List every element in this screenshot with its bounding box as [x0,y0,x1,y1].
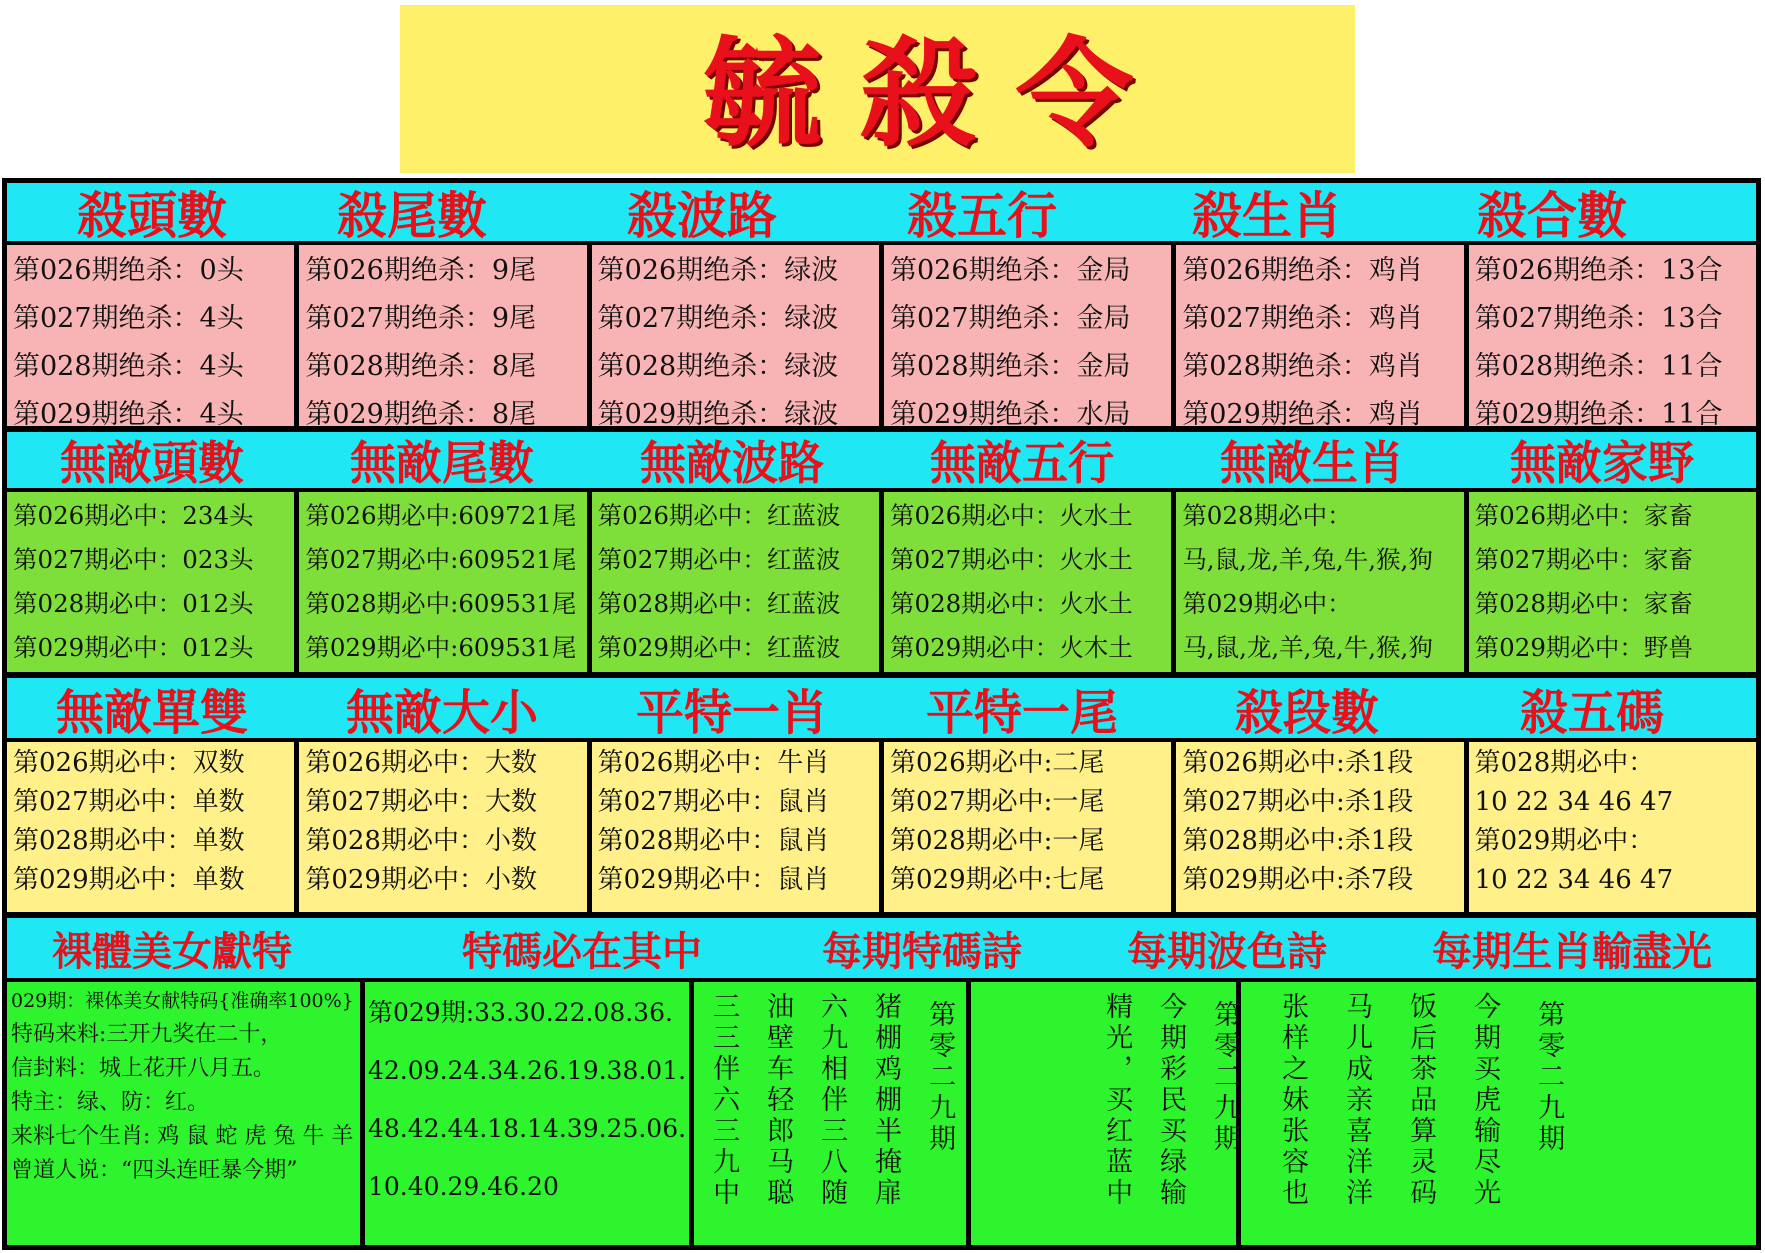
list-item: 第026期必中：红蓝波 [597,501,841,530]
zodiac-lose-cell [1241,982,1756,1245]
list-item: 10 22 34 46 47 [1474,787,1674,817]
header-kill-head: 殺頭數 [77,187,227,245]
header-sure-tail: 無敵尾數 [350,436,534,490]
list-item: 第027期必中:609521尾 [305,545,577,574]
list-item: 第026期绝杀：金局 [889,255,1131,286]
list-item: 第026期绝杀：绿波 [597,255,839,286]
header-odd-even: 無敵單雙 [55,684,248,741]
list-item: 第027期必中：单数 [13,787,245,817]
header-kill-zodiac: 殺生肖 [1192,187,1342,245]
list-item: 第027期必中：023头 [13,545,254,574]
header-kill-wave: 殺波路 [627,187,777,245]
section4-header [7,918,1756,978]
list-item: 第028期必中:一尾 [889,826,1105,856]
header-kill-sum: 殺合數 [1477,187,1627,245]
code-poem [708,992,954,1209]
header-beauty: 裸體美女獻特 [52,928,292,975]
list-item: 第029期必中： [1474,826,1655,856]
list-item: 第029期:33.30.22.08.36. [368,998,673,1027]
list-item: 42.09.24.34.26.19.38.01. [368,1056,687,1085]
list-item: 第029期绝杀：11合 [1474,399,1723,430]
list-item: 第027期必中：火水土 [889,545,1133,574]
sure-tail-cell [299,492,586,672]
list-item: 第029期必中:杀7段 [1182,865,1414,895]
list-item: 第026期必中：234头 [13,501,254,530]
list-item: 第029期必中：野兽 [1474,633,1693,662]
header-sure-domestic-wild: 無敵家野 [1510,436,1694,490]
list-item: 第028期绝杀：金局 [889,351,1131,382]
list-item: 第029期必中： [1182,589,1352,618]
list-item: 第028期必中：小数 [305,826,537,856]
list-item: 第026期绝杀：9尾 [305,255,537,286]
lottery-board [2,178,1761,1250]
list-item: 第029期绝杀：4头 [13,399,244,430]
list-item: 第028期必中： [1182,501,1352,530]
list-item: 第029期绝杀：水局 [889,399,1131,430]
header-code-inside: 特碼必在其中 [462,928,702,975]
list-item: 第029期必中：火木土 [889,633,1133,662]
header-sure-wave: 無敵波路 [640,436,824,490]
list-item: 48.42.44.18.14.39.25.06. [368,1114,687,1143]
section4-row [7,982,1756,1245]
section2-header [7,432,1756,488]
poem-line: 马儿成亲喜洋洋 [1341,992,1373,1209]
section1-row [7,245,1756,430]
list-item: 第029期必中：鼠肖 [597,865,830,895]
list-item: 曾道人说：“四头连旺暴今期” [11,1158,298,1183]
list-item: 第029期必中:609531尾 [305,633,577,662]
list-item: 第026期必中：牛肖 [597,748,830,778]
header-sure-element: 無敵五行 [930,436,1114,490]
poem-line: 今期彩民买绿输 [1155,992,1187,1209]
section3-header [7,678,1756,741]
poem-line: 三三伴六三九中 [708,992,740,1209]
list-item: 第028期必中：012头 [13,589,254,618]
list-item: 第026期绝杀：13合 [1474,255,1723,286]
poem-issue: 第零二九期 [1209,1000,1241,1155]
list-item: 第027期必中:一尾 [889,787,1105,817]
list-item: 第027期绝杀：绿波 [597,303,839,334]
list-item: 第029期必中：单数 [13,865,245,895]
page-title: 毓殺令 [703,25,1172,163]
list-item: 第026期必中：双数 [13,748,245,778]
header-sure-head: 無敵頭數 [60,436,244,490]
list-item: 10 22 34 46 47 [1474,865,1674,895]
list-item: 第027期绝杀：4头 [13,303,244,334]
kill-zodiac-cell [1176,245,1463,430]
list-item: 第026期必中:609721尾 [305,501,577,530]
kill-five-codes-cell [1469,742,1756,912]
list-item: 第029期必中:七尾 [889,865,1105,895]
poem-issue: 第零二九期 [1533,1000,1565,1155]
sure-head-cell [7,492,294,672]
list-item: 第028期必中：家畜 [1474,589,1693,618]
list-item: 马,鼠,龙,羊,兔,牛,猴,狗 [1182,633,1433,662]
list-item: 第027期必中：家畜 [1474,545,1693,574]
sure-element-cell [884,492,1171,672]
list-item: 029期：裸体美女献特码{准确率100%} [11,990,354,1012]
header-kill-tail: 殺尾數 [337,187,487,245]
header-big-small: 無敵大小 [345,684,538,741]
list-item: 马,鼠,龙,羊,兔,牛,猴,狗 [1182,545,1433,574]
kill-segment-cell [1176,742,1463,912]
list-item: 第028期必中：红蓝波 [597,589,841,618]
kill-sum-cell [1469,245,1756,430]
section2-row [7,492,1756,672]
section1-header [7,183,1756,245]
kill-wave-cell [592,245,879,430]
zodiac-poem [1277,992,1563,1209]
list-item: 第027期绝杀：金局 [889,303,1131,334]
list-item: 第028期必中:609531尾 [305,589,577,618]
list-item: 来料七个生肖: 鸡 鼠 蛇 虎 兔 牛 羊 [11,1124,354,1149]
list-item: 第028期必中:杀1段 [1182,826,1414,856]
code-inside-cell [365,982,689,1245]
list-item: 特码来料:三开九奖在二十， [11,1022,283,1047]
list-item: 第029期绝杀：绿波 [597,399,839,430]
poem-line: 六九相伴三八随 [816,992,848,1209]
list-item: 第029期必中：小数 [305,865,537,895]
list-item: 10.40.29.46.20 [368,1172,559,1201]
list-item: 第027期必中：大数 [305,787,537,817]
kill-tail-cell [299,245,586,430]
header-kill-five-codes: 殺五碼 [1519,684,1664,741]
header-wave-poem: 每期波色詩 [1127,928,1327,975]
header-kill-segment: 殺段數 [1234,684,1379,741]
flat-tail-cell [884,742,1171,912]
poem-line: 精光，买红蓝中 [1101,992,1133,1209]
header-kill-element: 殺五行 [907,187,1057,245]
list-item: 第029期绝杀：8尾 [305,399,537,430]
sure-zodiac-cell [1176,492,1463,672]
list-item: 第028期绝杀：11合 [1474,351,1723,382]
header-code-poem: 每期特碼詩 [822,928,1022,975]
beauty-cell [7,982,360,1245]
sure-domestic-wild-cell [1469,492,1756,672]
section3-row [7,742,1756,912]
list-item: 特主：绿、防：红。 [11,1090,210,1115]
list-item: 第026期绝杀：鸡肖 [1182,255,1423,286]
poem-line: 饭后茶品算灵码 [1405,992,1437,1209]
list-item: 第029期必中：012头 [13,633,254,662]
list-item: 第027期绝杀：鸡肖 [1182,303,1423,334]
poem-line: 猪棚鸡棚半掩扉 [870,992,902,1209]
list-item: 第028期绝杀：4头 [13,351,244,382]
flat-zodiac-cell [592,742,879,912]
header-zodiac-lose: 每期生肖輸盡光 [1432,928,1712,975]
poem-line: 油壁车轻郎马聪 [762,992,794,1209]
header-flat-tail: 平特一尾 [925,684,1118,741]
list-item: 第028期必中：单数 [13,826,245,856]
list-item: 第027期必中:杀1段 [1182,787,1414,817]
header-sure-zodiac: 無敵生肖 [1220,436,1404,490]
list-item: 第027期必中：鼠肖 [597,787,830,817]
poem-issue: 第零二九期 [924,1000,956,1155]
list-item: 第027期必中：红蓝波 [597,545,841,574]
list-item: 第028期必中：火水土 [889,589,1133,618]
list-item: 第029期绝杀：鸡肖 [1182,399,1423,430]
list-item: 第027期绝杀：13合 [1474,303,1723,334]
list-item: 第026期绝杀：0头 [13,255,244,286]
list-item: 第028期绝杀：8尾 [305,351,537,382]
wave-poem-cell [971,982,1241,1245]
sure-wave-cell [592,492,879,672]
list-item: 第028期必中：鼠肖 [597,826,830,856]
list-item: 第026期必中：火水土 [889,501,1133,530]
list-item: 第028期绝杀：鸡肖 [1182,351,1423,382]
list-item: 第029期必中：红蓝波 [597,633,841,662]
list-item: 第026期必中：家畜 [1474,501,1693,530]
poem-line: 张样之妹张容也 [1277,992,1309,1209]
list-item: 第028期绝杀：绿波 [597,351,839,382]
header-flat-zodiac: 平特一肖 [635,684,828,741]
wave-poem [1101,992,1239,1209]
list-item: 第026期必中:二尾 [889,748,1105,778]
poem-line: 今期买虎输尽光 [1469,992,1501,1209]
list-item: 第027期绝杀：9尾 [305,303,537,334]
code-poem-cell [694,982,966,1245]
kill-head-cell [7,245,294,430]
big-small-cell [299,742,586,912]
list-item: 第026期必中：大数 [305,748,537,778]
list-item: 第026期必中:杀1段 [1182,748,1414,778]
kill-element-cell [884,245,1171,430]
odd-even-cell [7,742,294,912]
list-item: 信封料：城上花开八月五。 [11,1056,276,1081]
list-item: 第028期必中： [1474,748,1655,778]
